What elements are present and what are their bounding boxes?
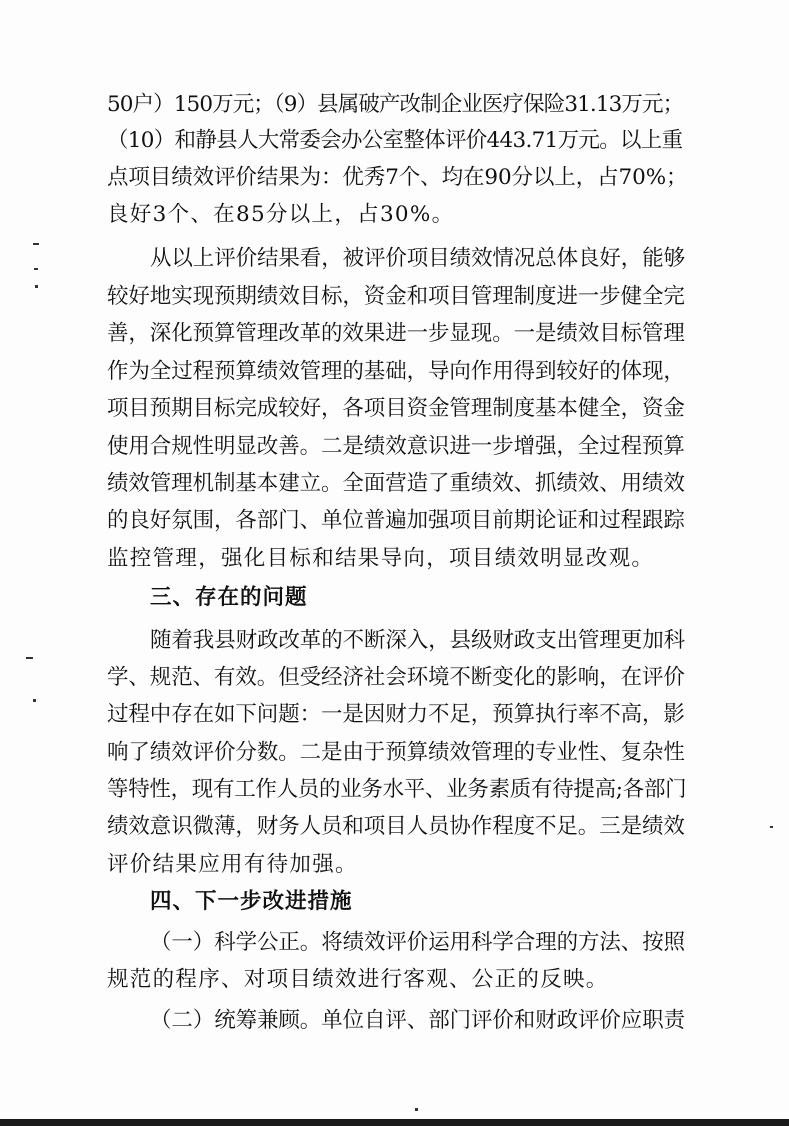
body-text-line: （10）和静县人大常委会办公室整体评价443.71万元。以上重 (107, 128, 683, 153)
body-text-line: 绩效管理机制基本建立。全面营造了重绩效、抓绩效、用绩效 (107, 471, 685, 496)
body-text-line: 的良好氛围，各部门、单位普遍加强项目前期论证和过程跟踪 (107, 508, 685, 533)
body-text-line: 项目预期目标完成较好，各项目资金管理制度基本健全，资金 (107, 396, 685, 421)
body-text-line: 过程中存在如下问题：一是因财力不足，预算执行率不高，影 (107, 702, 685, 727)
body-text-line: 善，深化预算管理改革的效果进一步显现。一是绩效目标管理 (107, 321, 685, 346)
body-text-line: 作为全过程预算绩效管理的基础，导向作用得到较好的体现， (107, 359, 685, 384)
body-text-line: 响了绩效评价分数。二是由于预算绩效管理的专业性、复杂性 (107, 740, 685, 765)
paragraph-start-line: （二）统筹兼顾。单位自评、部门评价和财政评价应职责 (150, 1008, 686, 1033)
body-text-line: 较好地实现预期绩效目标，资金和项目管理制度进一步健全完 (107, 284, 685, 309)
section-heading-problems: 三、存在的问题 (150, 585, 308, 610)
paragraph-start-line: 随着我县财政改革的不断深入，县级财政支出管理更加科 (150, 628, 686, 653)
paragraph-start-line: （一）科学公正。将绩效评价运用科学合理的方法、按照 (150, 930, 686, 955)
body-text-line: 评价结果应用有待加强。 (107, 852, 358, 877)
body-text-line: 监控管理，强化目标和结果导向，项目绩效明显改观。 (107, 546, 655, 571)
scan-bottom-edge (0, 1119, 789, 1126)
body-text-line: 良好3个、在85分以上，占30%。 (107, 202, 455, 227)
scan-speck (35, 285, 38, 288)
scan-speck (34, 268, 38, 270)
body-text-line: 50户）150万元；（9）县属破产改制企业医疗保险31.13万元； (107, 92, 684, 117)
body-text-line: 使用合规性明显改善。二是绩效意识进一步增强，全过程预算 (107, 434, 685, 459)
body-text-line: 等特性，现有工作人员的业务水平、业务素质有待提高;各部门 (107, 777, 687, 802)
scan-speck (33, 243, 39, 245)
section-heading-measures: 四、下一步改进措施 (150, 889, 353, 914)
body-text-line: 学、规范、有效。但受经济社会环境不断变化的影响，在评价 (107, 665, 685, 690)
body-text-line: 绩效意识微薄，财务人员和项目人员协作程度不足。三是绩效 (107, 814, 685, 839)
paragraph-start-line: 从以上评价结果看，被评价项目绩效情况总体良好，能够 (150, 246, 686, 271)
scan-speck (26, 657, 33, 659)
body-text-line: 规范的程序、对项目绩效进行客观、公正的反映。 (107, 967, 609, 992)
body-text-line: 点项目绩效评价结果为：优秀7个、均在90分以上，占70%； (107, 165, 688, 190)
scan-speck (415, 1108, 418, 1111)
scan-speck (33, 699, 36, 702)
scan-speck (770, 826, 773, 828)
